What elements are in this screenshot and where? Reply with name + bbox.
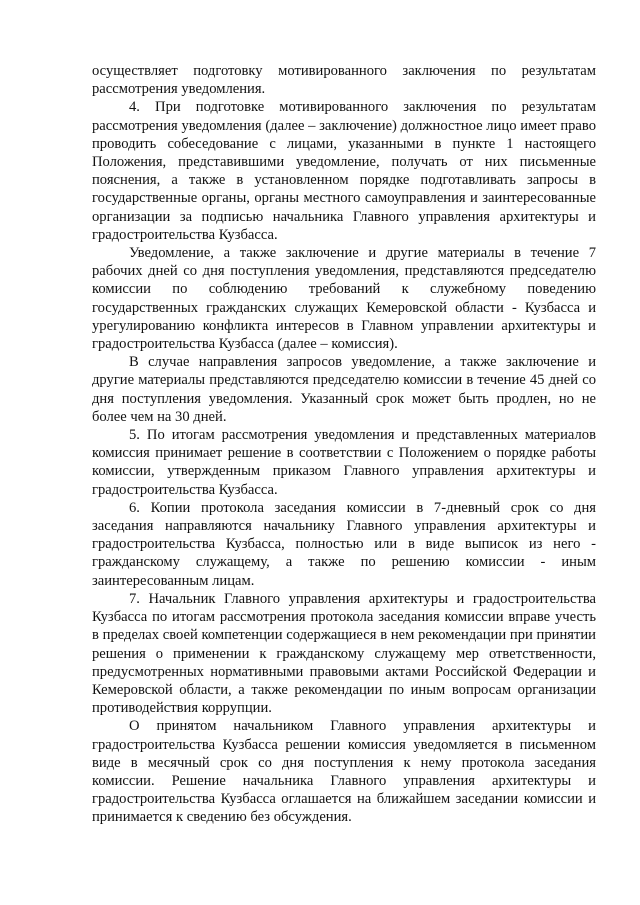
paragraph-request-deadline: В случае направления запросов уведомление, а также заключение и другие материалы представляются председателю комиссии в течение 45 дней со дня поступления уведомления. Указанный срок может быть продлен, но не более чем на 30 дней. — [92, 354, 596, 425]
paragraph-continuation: осуществляет подготовку мотивированного заключения по результатам рассмотрения уведомления. — [92, 63, 596, 98]
paragraph-notification-submission: Уведомление, а также заключение и другие материалы в течение 7 рабочих дней со дня поступления уведомления, представляются председателю комиссии по соблюдению требований к служебному поведению государственных гражданских служащих Кемеровской области - Кузбасса и урегулированию конфликта интересов в Главном управлении архитектуры и градостроительства Кузбасса (далее – комиссия). — [92, 245, 596, 353]
document-page — [92, 62, 596, 827]
paragraph-item-6: 6. Копии протокола заседания комиссии в 7-дневный срок со дня заседания направляются начальнику Главного управления архитектуры и градостроительства Кузбасса, полностью или в виде выписок из него - гражданскому служащему, а также по решению комиссии - иным заинтересованным лицам. — [92, 499, 596, 589]
paragraph-decision-notice: О принятом начальником Главного управления архитектуры и градостроительства Кузбасса решении комиссия уведомляется в письменном виде в месячный срок со дня поступления к нему протокола заседания комиссии. Решение начальника Главного управления архитектуры и градостроительства Кузбасса оглашается на ближайшем заседании комиссии и принимается к сведению без обсуждения. — [92, 718, 596, 826]
paragraph-item-7: 7. Начальник Главного управления архитектуры и градостроительства Кузбасса по итогам рассмотрения протокола заседания комиссии вправе учесть в пределах своей компетенции содержащиеся в нем рекомендации при принятии решения о применении к гражданскому служащему мер ответственности, предусмотренных нормативными правовыми актами Российской Федерации и Кемеровской области, а также рекомендации по иным вопросам организации противодействия коррупции. — [92, 590, 596, 717]
paragraph-item-4: 4. При подготовке мотивированного заключения по результатам рассмотрения уведомления (далее – заключение) должностное лицо имеет право проводить собеседование с лицами, указанными в пункте 1 настоящего Положения, представившими уведомление, получать от них письменные пояснения, а также в установленном порядке подготавливать запросы в государственные органы, органы местного самоуправления и заинтересованные организации за подписью начальника Главного управления архитектуры и градостроительства Кузбасса. — [92, 99, 596, 243]
paragraph-item-5: 5. По итогам рассмотрения уведомления и представленных материалов комиссия принимает решение в соответствии с Положением о порядке работы комиссии, утвержденным приказом Главного управления архитектуры и градостроительства Кузбасса. — [92, 427, 596, 498]
